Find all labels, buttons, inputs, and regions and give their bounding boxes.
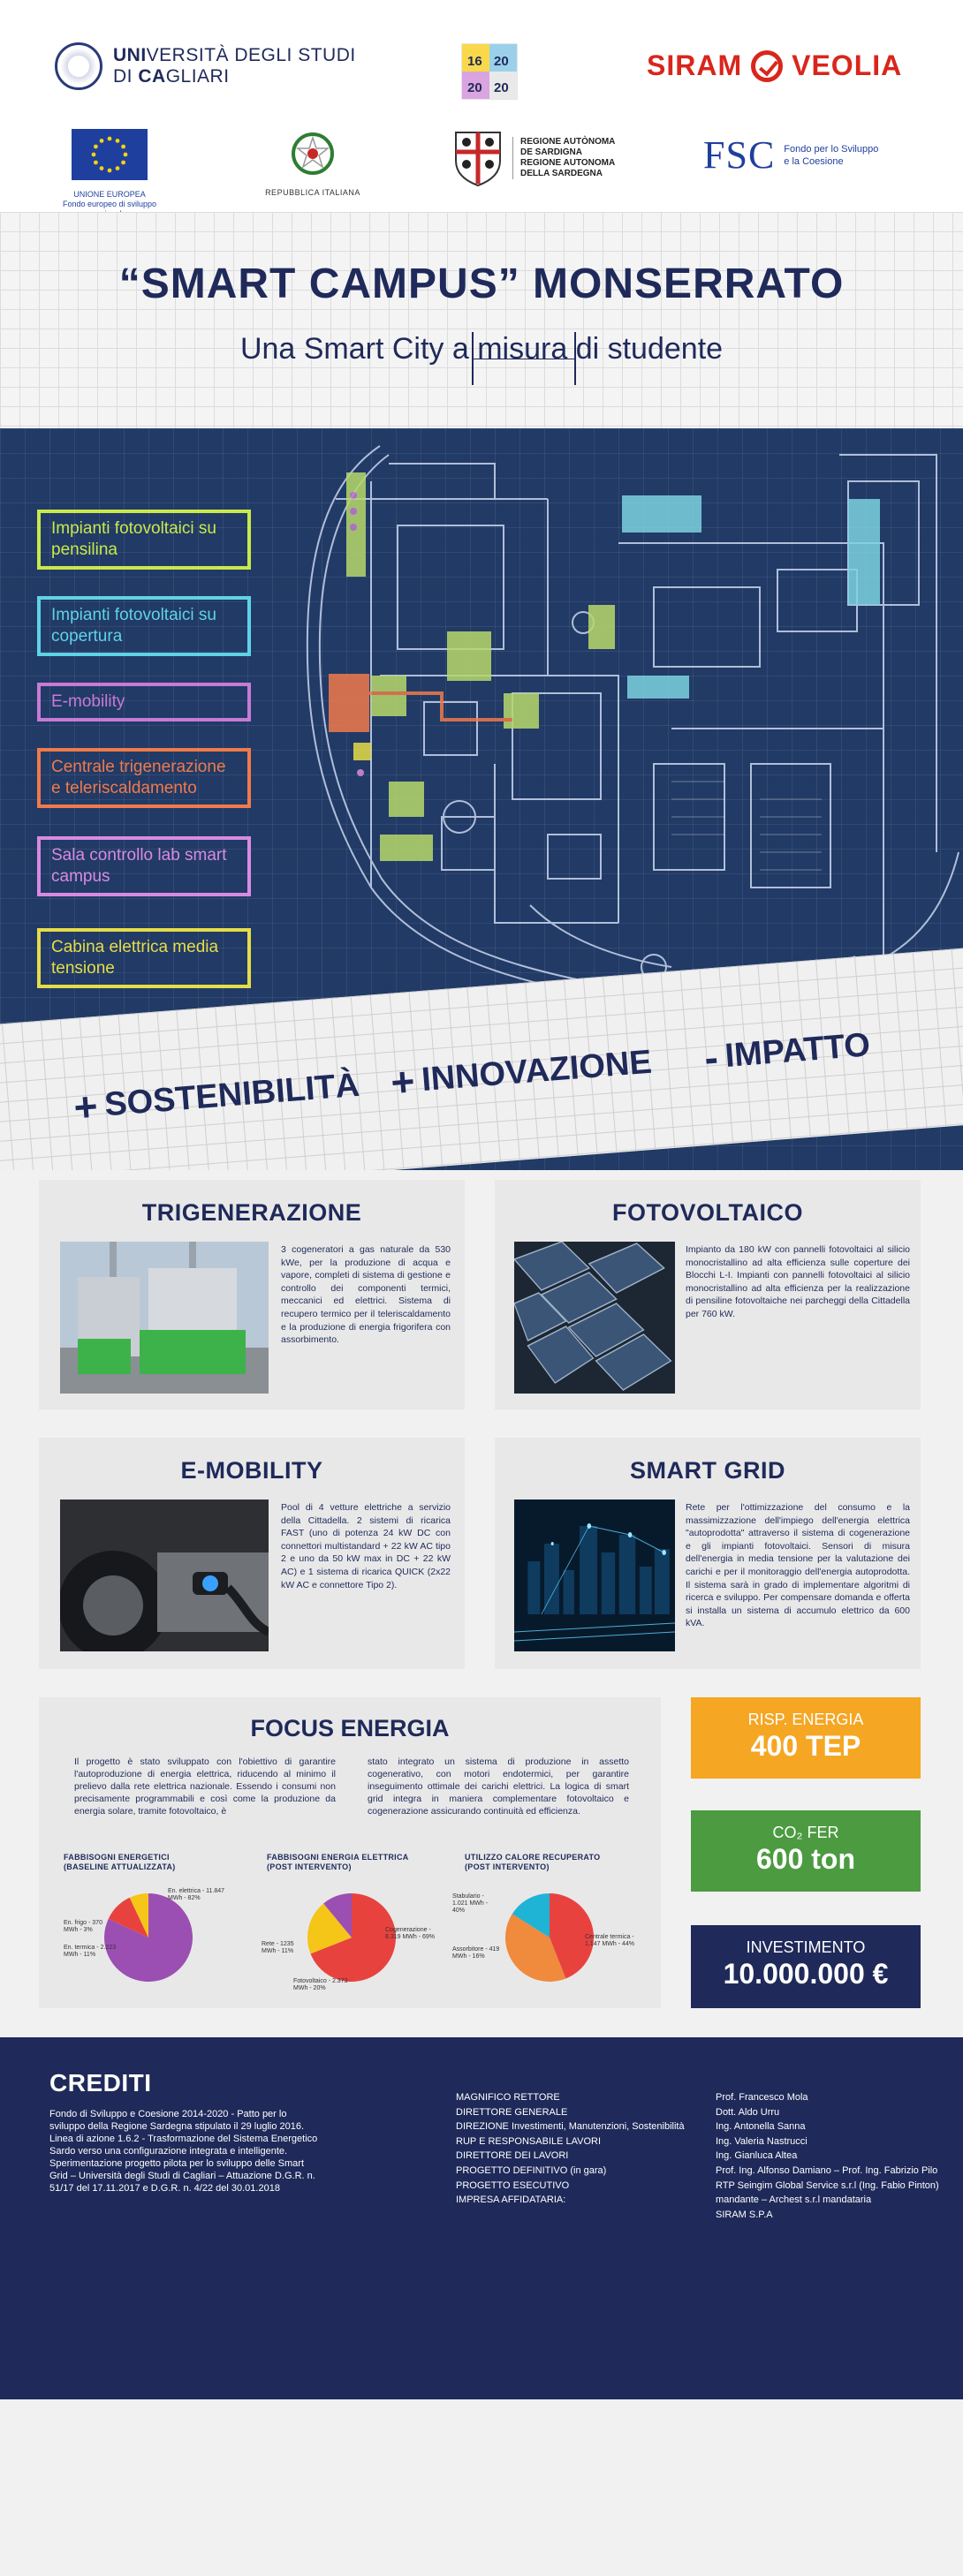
ev-charging-image: [60, 1500, 269, 1651]
card-body: Pool di 4 vetture elettriche a servizio della Cittadella. 2 sistemi di ricarica FAST (uno di potenza 24 kW DC con connettori multistandard + 22 kW AC tipo 2 e uno da 50 kW max in DC + 22 kW AC) e 1 sistema di ricarica QUICK (2x22 kW AC e connettore Tipo 2).: [281, 1502, 451, 1590]
pie-heat: [452, 1853, 647, 2003]
card-title: FOTOVOLTAICO: [612, 1199, 803, 1226]
focus-text-col1: Il progetto è stato sviluppato con l'obiettivo di garantire l'autoproduzione di energia elettrica, riducendo al minimo il prelievo dalla rete elettrica nazionale. Essendo i consumi non precisamente programmabili e così come la produzione da energia solare, tramite fotovoltaico, è: [74, 1756, 336, 1817]
italian-republic-caption: REPUBBLICA ITALIANA: [265, 188, 360, 197]
card-body: Impianto da 180 kW con pannelli fotovoltaici al silicio monocristallino ad alta efficienza sulle coperture dei Blocchi L-I. Impianti con pannelli fotovoltaici al silicio monocristallino ad alta efficienza per la realizzazione di pensiline fotovoltaiche nei parcheggi della Cittadella per 760 kW.: [686, 1244, 910, 1319]
measure-bracket-icon: [472, 332, 576, 385]
credit-name: Ing. Gianluca Altea: [716, 2150, 798, 2162]
slogan-impact: - IMPATTO: [702, 1025, 872, 1081]
legend-substation: Cabina elettrica media tensione: [37, 928, 251, 988]
credit-role: MAGNIFICO RETTORE: [456, 2092, 560, 2103]
eu-star: [116, 166, 120, 170]
eu-star: [94, 145, 98, 149]
solar-panels-image: [514, 1242, 675, 1394]
pie-label: En. termica - 2.223 MWh - 11%: [64, 1945, 117, 1958]
credit-name: Ing. Antonella Sanna: [716, 2121, 806, 2133]
card-title: SMART GRID: [630, 1457, 785, 1484]
eu-caption-2: Fondo europeo di sviluppo: [62, 200, 157, 208]
eu-star: [116, 139, 120, 143]
kpi-investment: INVESTIMENTO 10.000.000 €: [691, 1925, 921, 2008]
kpi-energy-saving: RISP. ENERGIA 400 TEP: [691, 1697, 921, 1779]
pie-title: FABBISOGNI ENERGIA ELETTRICA (POST INTERVENTO): [267, 1853, 409, 1871]
legend-pv-canopy: Impianti fotovoltaici su pensilina: [37, 510, 251, 570]
page-title: “SMART CAMPUS” MONSERRATO: [118, 261, 845, 307]
title-band: [0, 212, 963, 428]
unica-logo: [55, 42, 356, 90]
svg-text:20: 20: [494, 54, 509, 69]
fsc-caption: Fondo per lo Sviluppo e la Coesione: [784, 143, 879, 167]
eu-star: [108, 137, 112, 141]
sardinia-shield-icon: [452, 129, 504, 187]
pie-label: En. frigo - 370 MWh - 3%: [64, 1920, 102, 1933]
card-body: 3 cogeneratori a gas naturale da 530 kWe, per la produzione di acqua e vapore, completi di sistema di gestione e controllo dei componenti termici, meccanici ed elettrici. Sistema di recupero termico per il teleriscaldamento e la produzione di energia frigorifera con assorbimento.: [281, 1244, 451, 1346]
sardinia-region-logo: [452, 129, 615, 187]
cogeneration-plant-image: [60, 1242, 269, 1394]
card-emobility: [39, 1438, 465, 1669]
pie-label: Centrale termica - 1.147 MWh - 44%: [585, 1934, 635, 1947]
credit-role: IMPRESA AFFIDATARIA:: [456, 2195, 566, 2206]
pie-title: UTILIZZO CALORE RECUPERATO (POST INTERVENTO): [465, 1853, 601, 1871]
card-trigenerazione: [39, 1180, 465, 1409]
italian-emblem-icon: [290, 131, 336, 177]
credit-name: Ing. Valeria Nastrucci: [716, 2135, 808, 2147]
eu-star: [124, 153, 128, 157]
eu-logo: [57, 129, 163, 219]
plus-icon: +: [72, 1083, 100, 1131]
pie-label: Fotovoltaico - 2.373 MWh - 20%: [293, 1978, 348, 1991]
eu-star: [108, 169, 112, 173]
italian-republic-logo: [260, 131, 366, 197]
focus-energia: [39, 1697, 661, 2008]
legend-trigeneration: Centrale trigenerazione e teleriscaldamento: [37, 748, 251, 808]
pie-label: Stabulario - 1.021 MWh - 40%: [452, 1893, 489, 1914]
veolia-wordmark: VEOLIA: [792, 49, 903, 81]
eu-star: [94, 161, 98, 165]
card-fotovoltaico: [495, 1180, 921, 1409]
credits-description: Fondo di Sviluppo e Coesione 2014-2020 - Patto per lo sviluppo della Regione Sardegna stipulato il 29 luglio 2016. Linea di azione 1.6.2 - Trasformazione del Sistema Energetico Sardo verso una configurazione integrata e intelligente. Sperimentazione progetto pilota per lo sviluppo delle Smart Grid – Università degli Studi di Cagliari – Attuazione D.G.R. n. 51/17 del 17.11.2017 e D.G.R. n. 4/22 del 30.01.2018: [49, 2109, 318, 2194]
eu-star: [121, 161, 125, 165]
credits-roles: [456, 2090, 712, 2208]
credit-role: DIRETTORE GENERALE: [456, 2106, 568, 2118]
credits-names: [716, 2090, 945, 2222]
credit-name: SIRAM S.P.A: [716, 2209, 773, 2220]
minus-icon: -: [702, 1033, 720, 1081]
plus-icon: +: [389, 1057, 417, 1106]
credit-name: mandante – Archest s.r.l mandataria: [716, 2195, 872, 2206]
campus-map: [0, 428, 963, 1170]
focus-title: FOCUS ENERGIA: [250, 1715, 450, 1741]
pie-label: Assorbitore - 419 MWh - 16%: [452, 1946, 500, 1960]
svg-text:20: 20: [467, 80, 482, 95]
legend-pv-roof: Impianti fotovoltaici su copertura: [37, 596, 251, 656]
pie-baseline: [51, 1853, 246, 2003]
legend-emobility: E-mobility: [37, 683, 251, 721]
credits-title: CREDITI: [49, 2069, 152, 2096]
slogan-innovation: + INNOVAZIONE: [389, 1043, 654, 1106]
eu-flag-icon: [72, 129, 148, 180]
pie-electricity: [254, 1853, 449, 2003]
credit-role: PROGETTO DEFINITIVO (in gara): [456, 2164, 607, 2176]
eu-star: [92, 153, 96, 157]
svg-text:16: 16: [467, 54, 482, 69]
card-title: E-MOBILITY: [180, 1457, 323, 1484]
credit-name: Dott. Aldo Urru: [716, 2106, 780, 2118]
legend-control-room: Sala controllo lab smart campus: [37, 836, 251, 896]
slogan-sustainability: + SOSTENIBILITÀ: [72, 1066, 361, 1131]
eu-caption-1: UNIONE EUROPEA: [73, 190, 146, 199]
credit-name: Prof. Ing. Alfonso Damiano – Prof. Ing. Fabrizio Pilo: [716, 2164, 938, 2176]
card-title: TRIGENERAZIONE: [141, 1199, 362, 1226]
fsc-mark: FSC: [703, 133, 776, 177]
kpi-co2: CO₂ FER 600 ton: [691, 1810, 921, 1892]
siram-wordmark: SIRAM: [647, 49, 743, 81]
credit-role: DIREZIONE Investimenti, Manutenzioni, Sostenibilità: [456, 2121, 685, 2133]
credit-role: RUP E RESPONSABILE LAVORI: [456, 2135, 602, 2147]
credit-name: RTP Seingim Global Service s.r.l (Ing. Fabio Pinton): [716, 2179, 939, 2191]
pie-label: Rete - 1235 MWh - 11%: [262, 1941, 294, 1954]
credit-role: PROGETTO ESECUTIVO: [456, 2179, 570, 2191]
credits-section: [0, 2037, 963, 2399]
unica-name: UNIVERSITÀ DEGLI STUDI DI CAGLIARI: [113, 45, 356, 87]
pie-label: Cogenerazione - 8.319 MWh - 69%: [385, 1927, 436, 1940]
bottom-band: [0, 2399, 963, 2576]
page-subtitle: Una Smart City a misura di studente: [239, 332, 724, 366]
pie-label: En. elettrica - 11.847 MWh - 82%: [168, 1888, 225, 1901]
eu-star: [121, 145, 125, 149]
eu-star: [100, 139, 104, 143]
card-smartgrid: [495, 1438, 921, 1669]
sardinia-caption: REGIONE AUTÒNOMA DE SARDIGNA REGIONE AUTONOMA DELLA SARDEGNA: [512, 137, 615, 179]
anniversary-logo-icon: [457, 39, 522, 104]
smart-city-image: [514, 1500, 675, 1651]
logos-header: [0, 0, 963, 212]
credit-role: DIRETTORE DEI LAVORI: [456, 2150, 569, 2162]
eu-star: [100, 166, 104, 170]
credit-name: Prof. Francesco Mola: [716, 2092, 808, 2103]
fsc-logo: [703, 132, 878, 178]
pie-title: FABBISOGNI ENERGETICI (BASELINE ATTUALIZZATA): [64, 1853, 176, 1871]
university-seal-icon: [55, 42, 102, 90]
siram-veolia-logo: [647, 49, 902, 82]
svg-text:20: 20: [494, 80, 509, 95]
veolia-check-icon: [751, 50, 783, 82]
card-body: Rete per l'ottimizzazione del consumo e la massimizzazione dell'impiego dell'energia elettrica "autoprodotta" attraverso il sistema di cogenerazione e gli impianti fotovoltaici. Sensori di misura dell'energia in media tensione per la valutazione dei carichi e per il monitoraggio dell'energia autoprodotta. Il sistema sarà in grado di implementare algoritmi di ricerca e sviluppo. Per compensare domanda e offerta si installa un sistema di accumulo elettrico da 600 kVA.: [686, 1502, 910, 1629]
focus-text-col2: stato integrato un sistema di produzione in assetto cogenerativo, con motori endotermici, per garantire inseguimento ottimale dei carichi elettrici. La logica di smart grid integra in maniera complementare fotovoltaico e cogenerazione assicurando continuità ed efficienza.: [368, 1756, 629, 1817]
